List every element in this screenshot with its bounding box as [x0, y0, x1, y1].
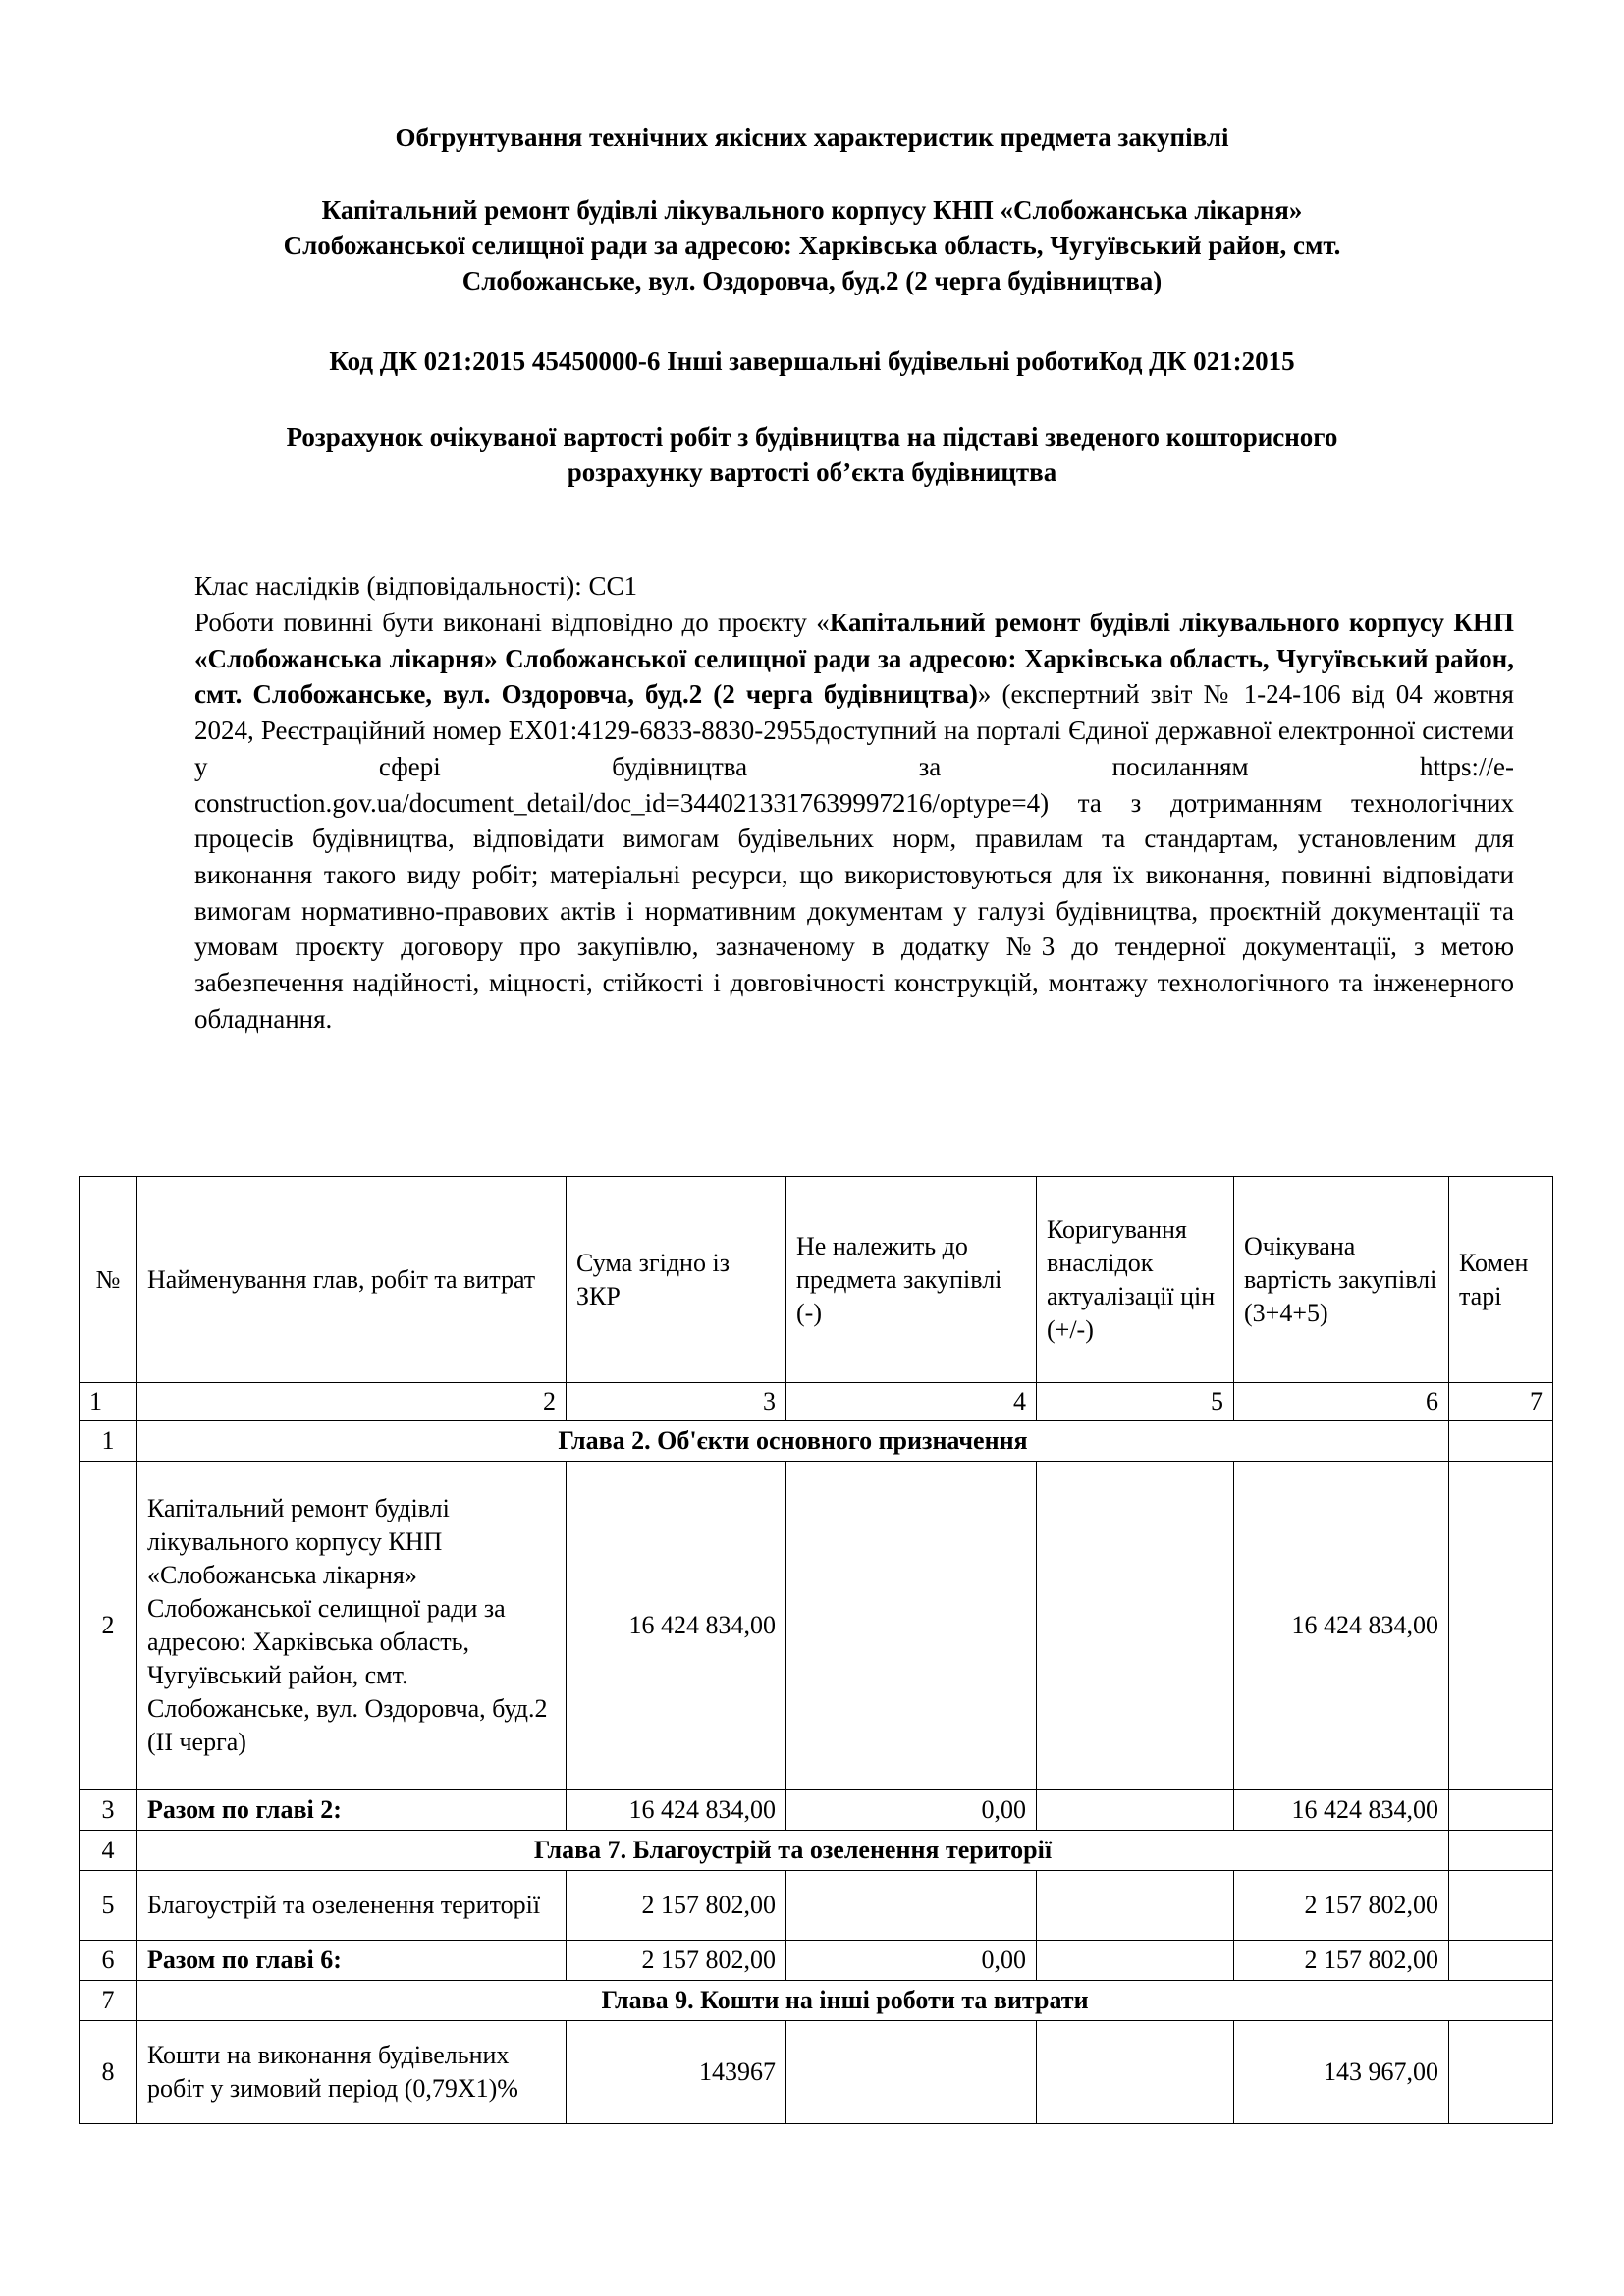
row-expected: 16 424 834,00: [1234, 1790, 1449, 1831]
row-num: 8: [80, 2021, 137, 2124]
row-name: Кошти на виконання будівельних робіт у зимовий період (0,79Х1)%: [137, 2021, 567, 2124]
header-adjust: Коригування внаслідок актуалізації цін (+/-): [1037, 1177, 1234, 1383]
row-num: 1: [80, 1421, 137, 1462]
row-sum: 16 424 834,00: [567, 1790, 786, 1831]
header-num: №: [80, 1177, 137, 1383]
dk-code-line: Код ДК 021:2015 45450000-6 Інші завершальні будівельні роботиКод ДК 021:2015: [329, 347, 1295, 376]
index-cell: 5: [1037, 1383, 1234, 1421]
row-excluded: 0,00: [786, 1941, 1037, 1981]
row-num: 4: [80, 1831, 137, 1871]
table-row: [80, 1790, 1553, 1831]
header-name: Найменування глав, робіт та витрат: [137, 1177, 567, 1383]
index-cell: 1: [80, 1383, 137, 1421]
row-comments: [1449, 1871, 1553, 1941]
intro-start: Роботи повинні бути виконані відповідно до проєкту «: [194, 608, 830, 637]
row-excluded: 0,00: [786, 1790, 1037, 1831]
index-cell: 3: [567, 1383, 786, 1421]
row-name: Разом по главі 2:: [137, 1790, 567, 1831]
header-sum: Сума згідно із ЗКР: [567, 1177, 786, 1383]
chapter-title: Глава 9. Кошти на інші роботи та витрати: [137, 1981, 1553, 2021]
project-title-line-3: Слобожанське, вул. Оздоровча, буд.2 (2 черга будівництва): [461, 266, 1163, 295]
intro-rest: » (експертний звіт № 1-24-106 від 04 жовтня 2024, Реєстраційний номер EX01:4129-6833-8830-2955доступний на порталі Єдиної державної електронної системи у сфері будівництва за посиланням https://e-construction.gov.ua/document_detail/doc_id=3440213317639997216/optype=4) та з дотриманням технологічних процесів будівництва, відповідати вимогам будівельних норм, правилам та стандартам, установленим для виконання такого виду робіт; матеріальні ресурси, що використовуються для їх виконання, повинні відповідати вимогам нормативно-правових актів і нормативним документам у галузі будівництва, проєктній документації та умовам проєкту договору про закупівлю, зазначеному в додатку №3 до тендерної документації, з метою забезпечення надійності, міцності, стійкості і довговічності конструкцій, монтажу технологічного та інженерного обладнання.: [194, 679, 1514, 1034]
header-expected: Очікувана вартість закупівлі (3+4+5): [1234, 1177, 1449, 1383]
cost-table: [79, 1176, 1553, 2124]
table-row: [80, 1871, 1553, 1941]
index-cell: 6: [1234, 1383, 1449, 1421]
row-expected: 16 424 834,00: [1234, 1462, 1449, 1790]
table-header-row: [80, 1177, 1553, 1383]
intro-paragraph: [194, 605, 1514, 1037]
row-excluded: [786, 2021, 1037, 2124]
row-adjust: [1037, 1941, 1234, 1981]
row-adjust: [1037, 2021, 1234, 2124]
row-name: Разом по главі 6:: [137, 1941, 567, 1981]
calculation-title-line-1: Розрахунок очікуваної вартості робіт з будівництва на підставі зведеного кошторисного: [286, 422, 1338, 452]
row-adjust: [1037, 1462, 1234, 1790]
row-excluded: [786, 1871, 1037, 1941]
row-num: 7: [80, 1981, 137, 2021]
document-title: Обгрунтування технічних якісних характеристик предмета закупівлі: [395, 123, 1229, 152]
row-comments: [1449, 1941, 1553, 1981]
table-row: [80, 1831, 1553, 1871]
header-excluded: Не належить до предмета закупівлі (-): [786, 1177, 1037, 1383]
column-index-row: [80, 1383, 1553, 1421]
row-num: 3: [80, 1790, 137, 1831]
row-sum: 143967: [567, 2021, 786, 2124]
row-expected: 2 157 802,00: [1234, 1871, 1449, 1941]
row-num: 2: [80, 1462, 137, 1790]
index-cell: 4: [786, 1383, 1037, 1421]
row-sum: 2 157 802,00: [567, 1941, 786, 1981]
project-title: [157, 192, 1467, 298]
project-title-line-1: Капітальний ремонт будівлі лікувального корпусу КНП «Слобожанська лікарня»: [321, 195, 1303, 225]
row-comments: [1449, 2021, 1553, 2124]
row-num: 5: [80, 1871, 137, 1941]
row-sum: 16 424 834,00: [567, 1462, 786, 1790]
row-expected: 2 157 802,00: [1234, 1941, 1449, 1981]
row-sum: 2 157 802,00: [567, 1871, 786, 1941]
chapter-title: Глава 2. Об'єкти основного призначення: [137, 1421, 1449, 1462]
table-row: [80, 2021, 1553, 2124]
intro-project-name: Капітальний ремонт будівлі лікувального корпусу КНП «Слобожанська лікарня» Слобожанської селищної ради за адресою: Харківська область, Чугуївський район, смт. Слобожанське, вул. Оздоровча, буд.2 (2 черга будівництва): [194, 608, 1514, 710]
project-title-line-2: Слобожанської селищної ради за адресою: Харківська область, Чугуївський район, смт.: [283, 231, 1341, 260]
row-excluded: [786, 1462, 1037, 1790]
empty-cell: [1449, 1421, 1553, 1462]
row-comments: [1449, 1462, 1553, 1790]
empty-cell: [1449, 1831, 1553, 1871]
row-expected: 143 967,00: [1234, 2021, 1449, 2124]
row-name: Благоустрій та озеленення території: [137, 1871, 567, 1941]
row-adjust: [1037, 1871, 1234, 1941]
row-adjust: [1037, 1790, 1234, 1831]
header-comments: Комен тарі: [1449, 1177, 1553, 1383]
row-comments: [1449, 1790, 1553, 1831]
calculation-title-line-2: розрахунку вартості об’єкта будівництва: [567, 457, 1057, 487]
calculation-title: [157, 419, 1467, 490]
row-name: Капітальний ремонт будівлі лікувального корпусу КНП «Слобожанська лікарня» Слобожанської селищної ради за адресою: Харківська область, Чугуївський район, смт. Слобожанське, вул. Оздоровча, буд.2 (II черга): [137, 1462, 567, 1790]
table-row: [80, 1421, 1553, 1462]
table-row: [80, 1981, 1553, 2021]
index-cell: 2: [137, 1383, 567, 1421]
index-cell: 7: [1449, 1383, 1553, 1421]
table-row: [80, 1462, 1553, 1790]
consequence-class: Клас наслідків (відповідальності): СС1: [194, 571, 638, 601]
chapter-title: Глава 7. Благоустрій та озеленення території: [137, 1831, 1449, 1871]
row-num: 6: [80, 1941, 137, 1981]
table-row: [80, 1941, 1553, 1981]
